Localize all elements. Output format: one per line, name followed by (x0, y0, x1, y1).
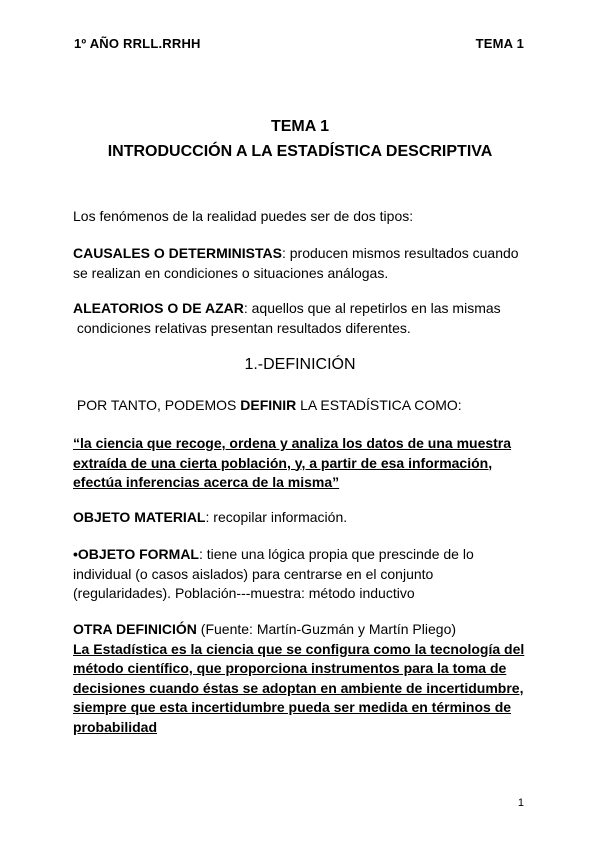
section-heading-definicion: 1.-DEFINICIÓN (244, 356, 356, 373)
title-main: INTRODUCCIÓN A LA ESTADÍSTICA DESCRIPTIVA (107, 143, 493, 160)
objeto-formal-text-1: : tiene una lógica propia que prescinde de lo (198, 546, 474, 562)
otra-definicion-term: OTRA DEFINICIÓN (73, 621, 197, 637)
header-course: 1º AÑO RRLL.RRHH (74, 36, 201, 51)
otra-definicion-line-4: siempre que esta incertidumbre pueda ser medida en términos de (73, 699, 512, 715)
causales-text-1: : producen mismos resultados cuando (281, 245, 519, 261)
title-topic: TEMA 1 (270, 118, 330, 135)
definir-paragraph (73, 396, 533, 416)
objeto-material-term: OBJETO MATERIAL (73, 509, 206, 525)
otra-definicion-line-1: La Estadística es la ciencia que se configura como la tecnología del (73, 640, 525, 657)
causales-text-2: se realizan en condiciones o situaciones análogas. (73, 264, 389, 281)
causales-term: CAUSALES O DETERMINISTAS (73, 245, 282, 261)
definir-post: LA ESTADÍSTICA COMO: (296, 397, 462, 413)
objeto-material-text: : recopilar información. (205, 509, 348, 525)
aleatorios-text-2: condiciones relativas presentan resultados diferentes. (73, 319, 411, 336)
otra-definicion-line-5: probabilidad (73, 718, 157, 735)
otra-definicion-source: (Fuente: Martín-Guzmán y Martín Pliego) (196, 621, 457, 637)
objeto-material-paragraph (73, 508, 533, 528)
quote-line-3: efectúa inferencias acerca de la misma” (73, 474, 340, 490)
definir-bold: DEFINIR (240, 397, 297, 413)
otra-definicion-line-2: método científico, que proporciona instrumentos para la toma de (73, 660, 507, 676)
objeto-formal-text-2: individual (o casos aislados) para centrarse en el conjunto (73, 565, 434, 582)
otra-definicion-line-3: decisiones cuando éstas se adoptan en ambiente de incertidumbre, (73, 679, 524, 696)
otra-definicion-paragraph (73, 620, 533, 737)
quote-line-2: extraída de una cierta población, y, a partir de esa información, (73, 454, 493, 471)
page-number: 1 (517, 797, 524, 809)
aleatorios-text-1: : aquellos que al repetirlos en las mismas (243, 300, 501, 316)
aleatorios-paragraph (73, 299, 533, 338)
header-topic: TEMA 1 (475, 36, 524, 51)
objeto-formal-paragraph (73, 545, 533, 604)
quote-line-1: “la ciencia que recoge, ordena y analiza los datos de una muestra (73, 435, 512, 451)
intro-paragraph: Los fenómenos de la realidad puedes ser de dos tipos: (73, 208, 414, 224)
causales-paragraph (73, 244, 533, 283)
definir-pre: POR TANTO, PODEMOS (73, 397, 241, 413)
definition-quote (73, 434, 533, 493)
objeto-formal-term: •OBJETO FORMAL (73, 546, 199, 562)
objeto-formal-text-3: (regularidades). Población---muestra: método inductivo (73, 585, 415, 601)
aleatorios-term: ALEATORIOS O DE AZAR (73, 300, 244, 316)
